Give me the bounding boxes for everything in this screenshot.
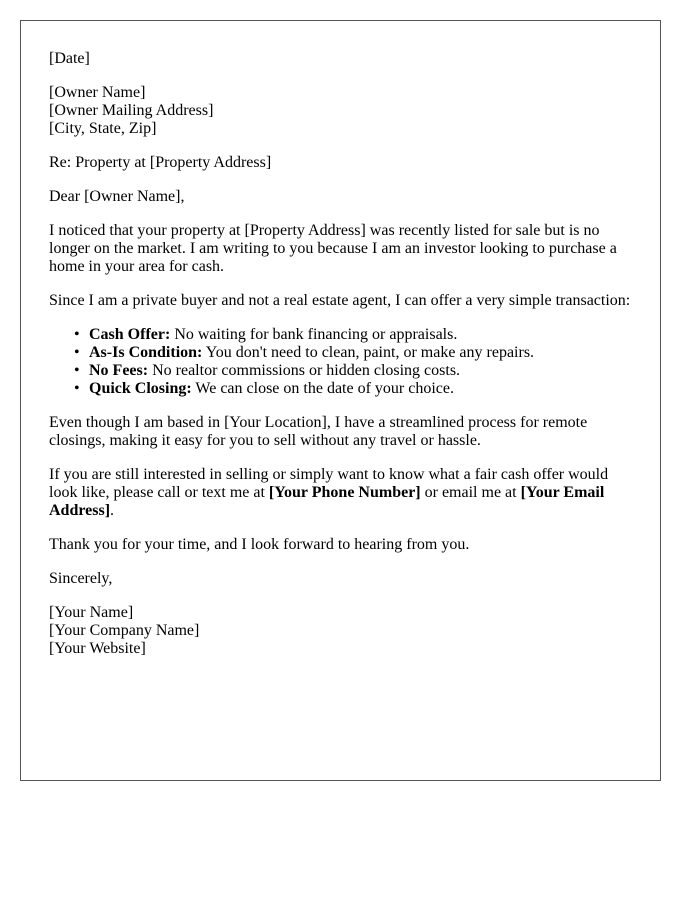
benefits-intro: Since I am a private buyer and not a real estate agent, I can offer a very simple transaction: (49, 292, 631, 309)
benefit-label: Quick Closing: (89, 380, 192, 397)
contact-paragraph (49, 466, 632, 520)
list-item (89, 380, 632, 398)
benefit-label: As-Is Condition: (89, 344, 203, 361)
benefit-text: We can close on the date of your choice. (191, 380, 454, 397)
benefits-list (49, 326, 632, 398)
benefit-text: No realtor commissions or hidden closing costs. (148, 362, 461, 379)
subject-line: Re: Property at [Property Address] (49, 154, 272, 171)
benefit-text: You don't need to clean, paint, or make any repairs. (202, 344, 535, 361)
closing-line: Sincerely, (49, 570, 113, 587)
recipient-city-state-zip: [City, State, Zip] (49, 120, 157, 137)
thanks-paragraph: Thank you for your time, and I look forward to hearing from you. (49, 536, 470, 553)
sender-company: [Your Company Name] (49, 622, 200, 639)
benefit-label: Cash Offer: (89, 326, 171, 343)
list-item (89, 326, 632, 344)
benefit-text: No waiting for bank financing or appraisals. (170, 326, 458, 343)
contact-text-start: If you are still interested in selling or simply want to know what a fair cash offer would look like, please call or text me at (49, 466, 609, 501)
intro-paragraph: I noticed that your property at [Property Address] was recently listed for sale but is no longer on the market. I am writing to you because I am an investor looking to purchase a home in your area for cash. (49, 222, 617, 275)
letter-page (20, 20, 661, 781)
date-line (49, 50, 632, 68)
salutation: Dear [Owner Name], (49, 188, 185, 205)
letter-date: [Date] (49, 50, 90, 67)
contact-text-end: . (110, 502, 115, 519)
signature-block (49, 604, 632, 658)
email-address: [Your Email Address] (49, 484, 605, 519)
recipient-address-block (49, 84, 632, 138)
sender-name: [Your Name] (49, 604, 134, 621)
contact-text-middle: or email me at (420, 484, 521, 501)
list-item (89, 362, 632, 380)
recipient-name: [Owner Name] (49, 84, 146, 101)
list-item (89, 344, 632, 362)
sender-website: [Your Website] (49, 640, 146, 657)
benefit-label: No Fees: (89, 362, 149, 379)
recipient-mailing-address: [Owner Mailing Address] (49, 102, 214, 119)
remote-closing-paragraph: Even though I am based in [Your Location], I have a streamlined process for remote closings, making it easy for you to sell without any travel or hassle. (49, 414, 588, 449)
phone-number: [Your Phone Number] (268, 484, 421, 501)
